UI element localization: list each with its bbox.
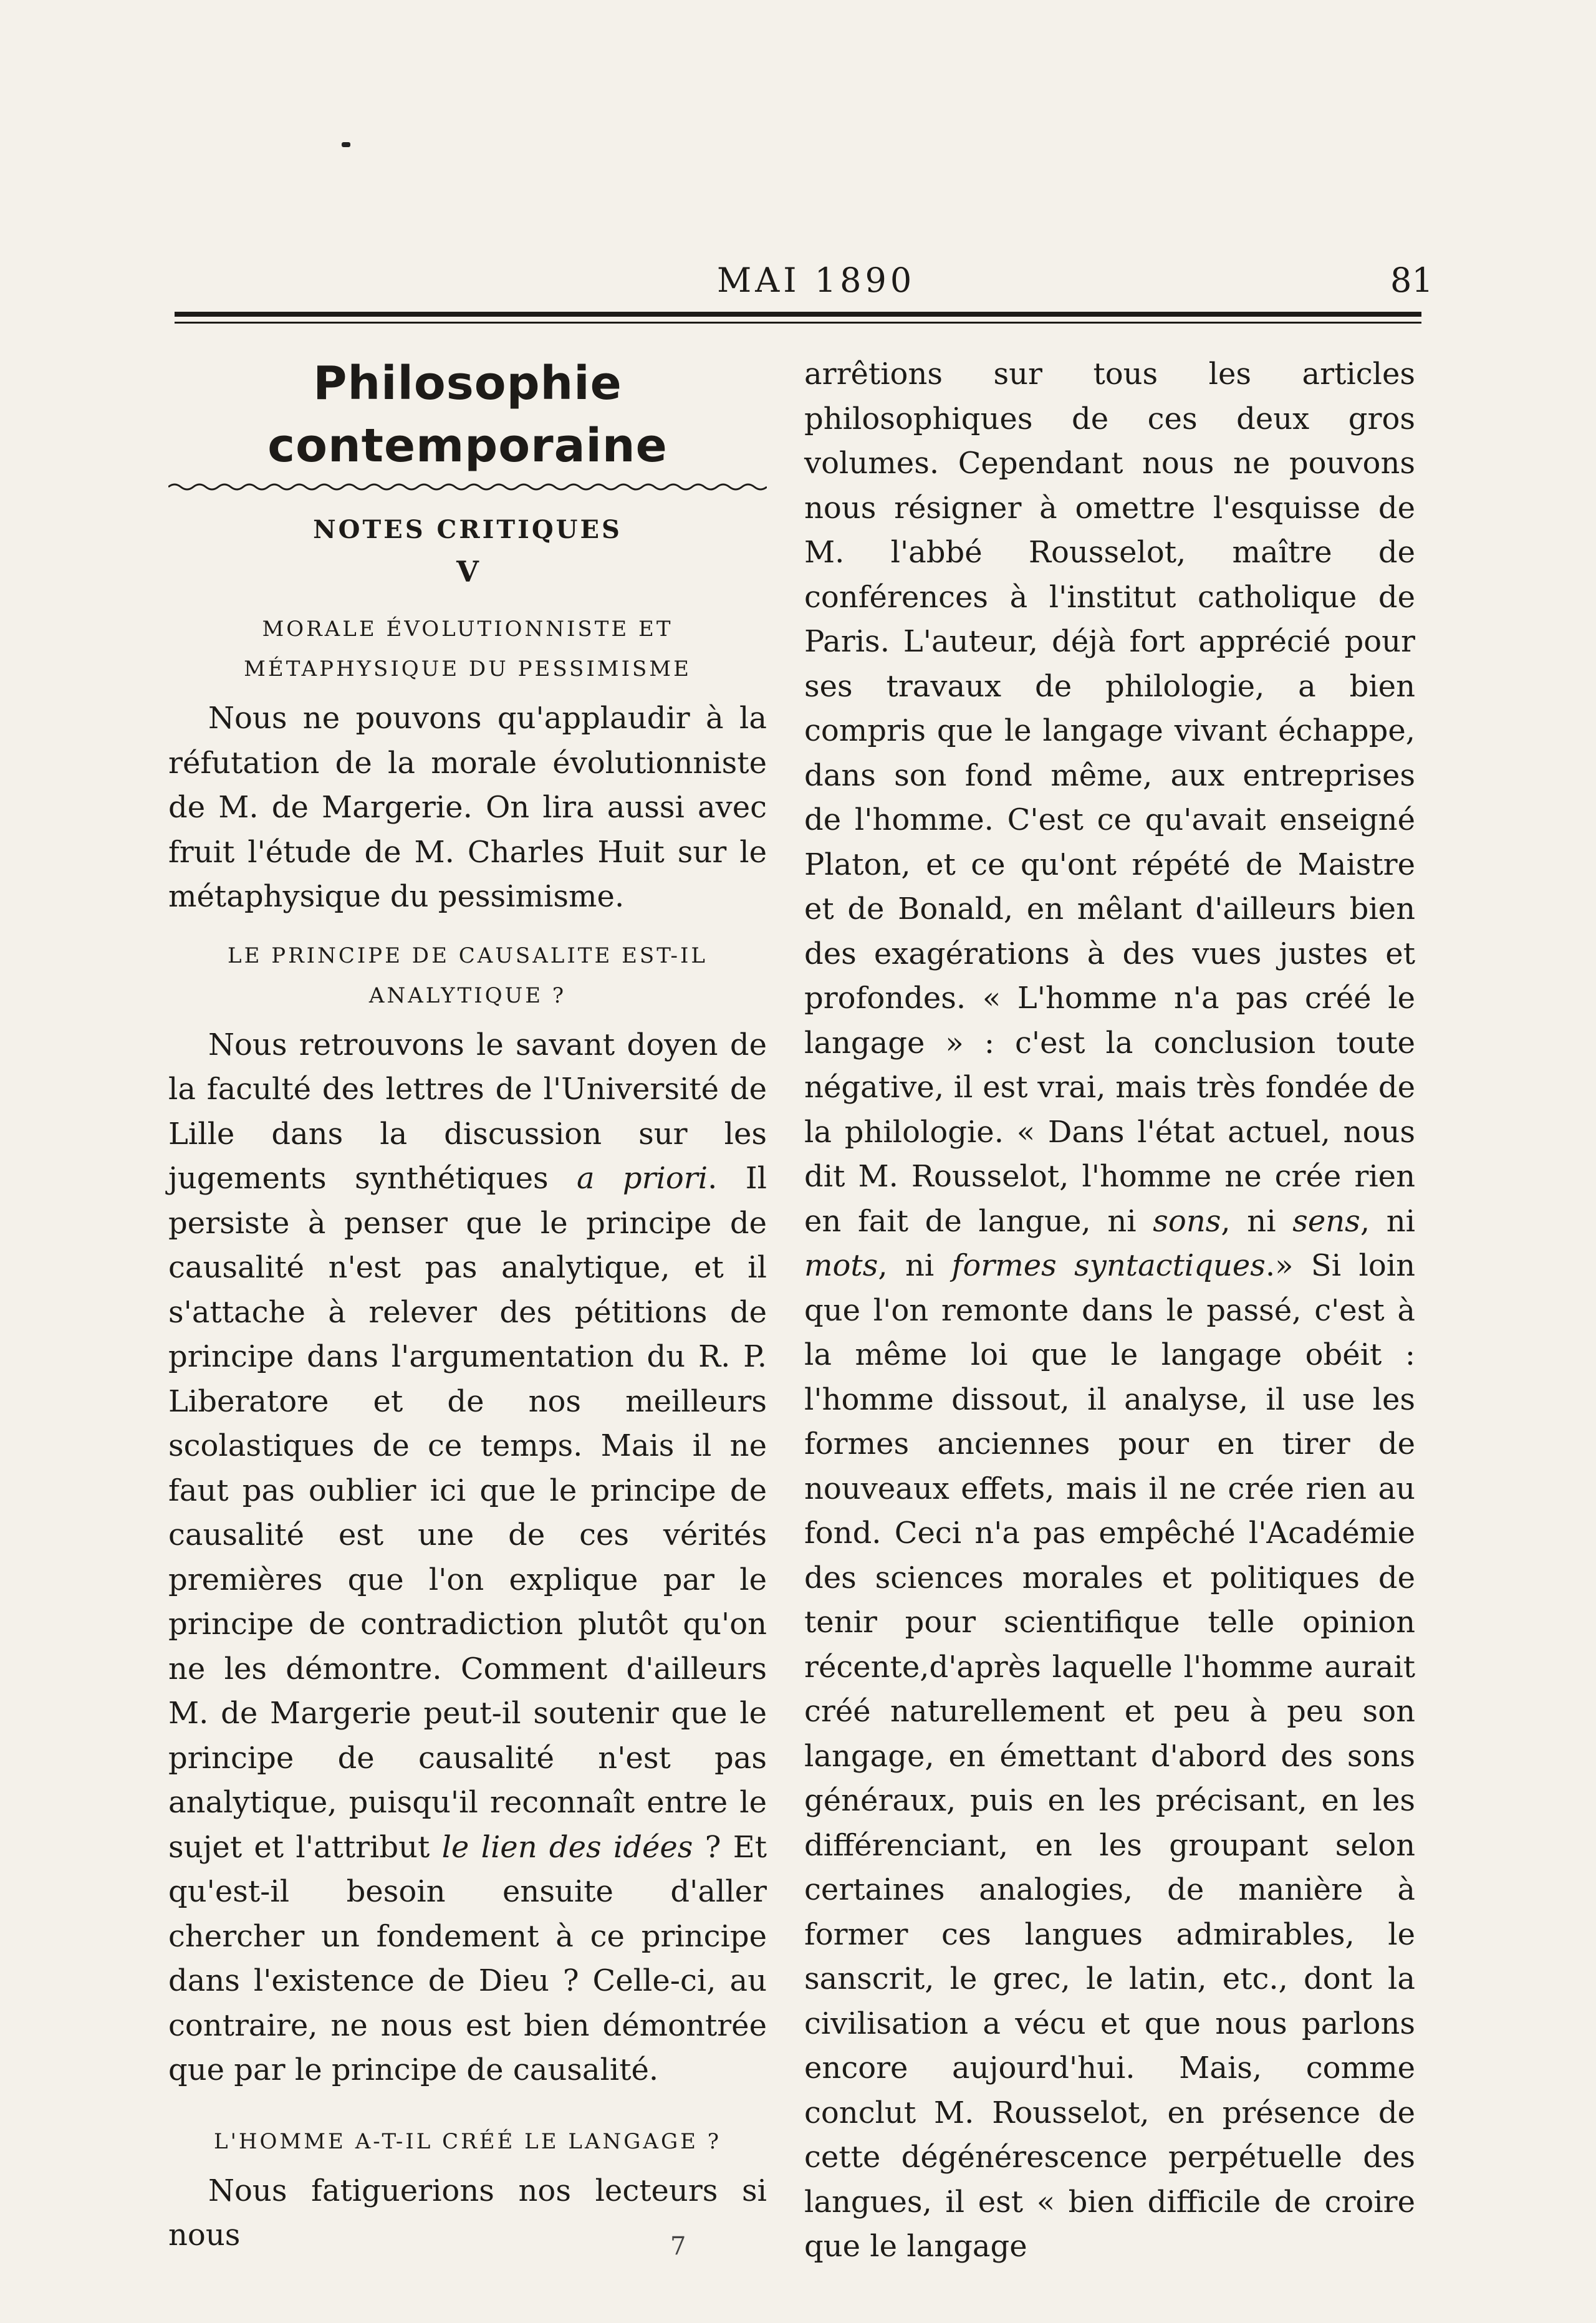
header-rule-thick (175, 312, 1421, 317)
signature-mark: 7 (670, 2232, 686, 2261)
heading-morale-evolutionniste: MORALE ÉVOLUTIONNISTE ET MÉTAPHYSIQUE DU PESSIMISME (244, 617, 691, 681)
italic-lien-des-idees: le lien des idées (441, 1829, 693, 1865)
heading-homme-langage: L'HOMME A-T-IL CRÉÉ LE LANGAGE ? (213, 2128, 721, 2154)
italic-formes-syntactiques: formes syntactiques (951, 1248, 1266, 1283)
notes-critiques-heading: NOTES CRITIQUES (313, 515, 622, 544)
section-title: Philosophie contemporaine (267, 357, 668, 473)
part-number: V (456, 555, 479, 589)
separator-3: , ni (878, 1248, 952, 1283)
italic-mots: mots (804, 1248, 878, 1283)
running-head-title: MAI 1890 (717, 261, 916, 300)
running-head (0, 261, 1596, 304)
page-number: 81 (1390, 261, 1433, 300)
separator-1: , ni (1221, 1203, 1293, 1239)
paragraph-langage-continued (804, 352, 1415, 2269)
paragraph-causalite-part-1: Nous retrouvons le savant doyen de la faculté des lettres de l'Université de Lille dans la discussion sur les jugements synthétiques (168, 1027, 767, 1196)
paragraph-causalite-part-3: ? Et qu'est-il besoin ensuite d'aller chercher un fondement à ce principe dans l'existence de Dieu ? Celle-ci, au contraire, ne nous est bien démontrée que par le principe de causalité. (168, 1829, 767, 2087)
right-column (804, 352, 1415, 2269)
langage-text-1: arrêtions sur tous les articles philosophiques de ces deux gros volumes. Cependant nous ne pouvons nous résigner à omettre l'esquisse de M. l'abbé Rousselot, maître de conférences à l'institut catholique de Paris. L'auteur, déjà fort apprécié pour ses travaux de philologie, a bien compris que le langage vivant échappe, dans son fond même, aux entreprises de l'homme. C'est ce qu'avait enseigné Platon, et ce qu'ont répété de Maistre et de Bonald, en mêlant d'ailleurs bien des exagérations à des vues justes et profondes. « L'homme n'a pas créé le langage » : c'est la conclusion toute négative, il est vrai, mais très fondée de la philologie. « Dans l'état actuel, nous dit M. Rousselot, l'homme ne crée rien en fait de langue, ni (804, 357, 1415, 1239)
paragraph-causalite (168, 1023, 767, 2093)
italic-sens: sens (1292, 1203, 1360, 1239)
italic-sons: sons (1153, 1203, 1221, 1239)
paragraph-morale: Nous ne pouvons qu'applaudir à la réfutation de la morale évolutionniste de M. de Margerie. On lira aussi avec fruit l'étude de M. Charles Huit sur le métaphysique du pessimisme. (168, 701, 767, 914)
paragraph-causalite-part-2: . Il persiste à penser que le principe de causalité n'est pas analytique, et il s'attache à relever des pétitions de principe dans l'argumentation du R. P. Liberatore et de nos meilleurs scolastiques de ce temps. Mais il ne faut pas oublier ici que le principe de causalité est une de ces vérités premières que l'on explique par le principe de contradiction plutôt qu'on ne les démontre. Comment d'ailleurs M. de Margerie peut-il soutenir que le principe de causalité n'est pas analytique, puisqu'il reconnaît entre le sujet et l'attribut (168, 1161, 767, 1865)
header-rule-thin (175, 322, 1421, 324)
heading-principe-causalite: LE PRINCIPE DE CAUSALITE EST-IL ANALYTIQUE ? (228, 943, 708, 1008)
ink-speck (342, 142, 350, 147)
langage-text-2: .» Si loin que l'on remonte dans le passé, c'est à la même loi que le langage obéit : l'homme dissout, il analyse, il use les formes anciennes pour en tirer de nouveaux effets, mais il ne crée rien au fond. Ceci n'a pas empêché l'Académie des sciences morales et politiques de tenir pour scientifique telle opinion récente,d'après laquelle l'homme aurait créé naturellement et peu à peu son langage, en émettant d'abord des sons généraux, puis en les précisant, en les différenciant, en les groupant selon certaines analogies, de manière à former ces langues admirables, le sanscrit, le grec, le latin, etc., dont la civilisation a vécu et que nous parlons encore aujourd'hui. Mais, comme conclut M. Rousselot, en présence de cette dégénérescence perpétuelle des langues, il est « bien difficile de croire que le langage (804, 1248, 1416, 2264)
italic-a-priori: a priori (576, 1161, 708, 1196)
separator-2: , ni (1360, 1203, 1416, 1239)
paragraph-langage-start: Nous fatiguerions nos lecteurs si nous (168, 2173, 767, 2253)
left-column (168, 352, 767, 2258)
wavy-rule (168, 481, 767, 493)
